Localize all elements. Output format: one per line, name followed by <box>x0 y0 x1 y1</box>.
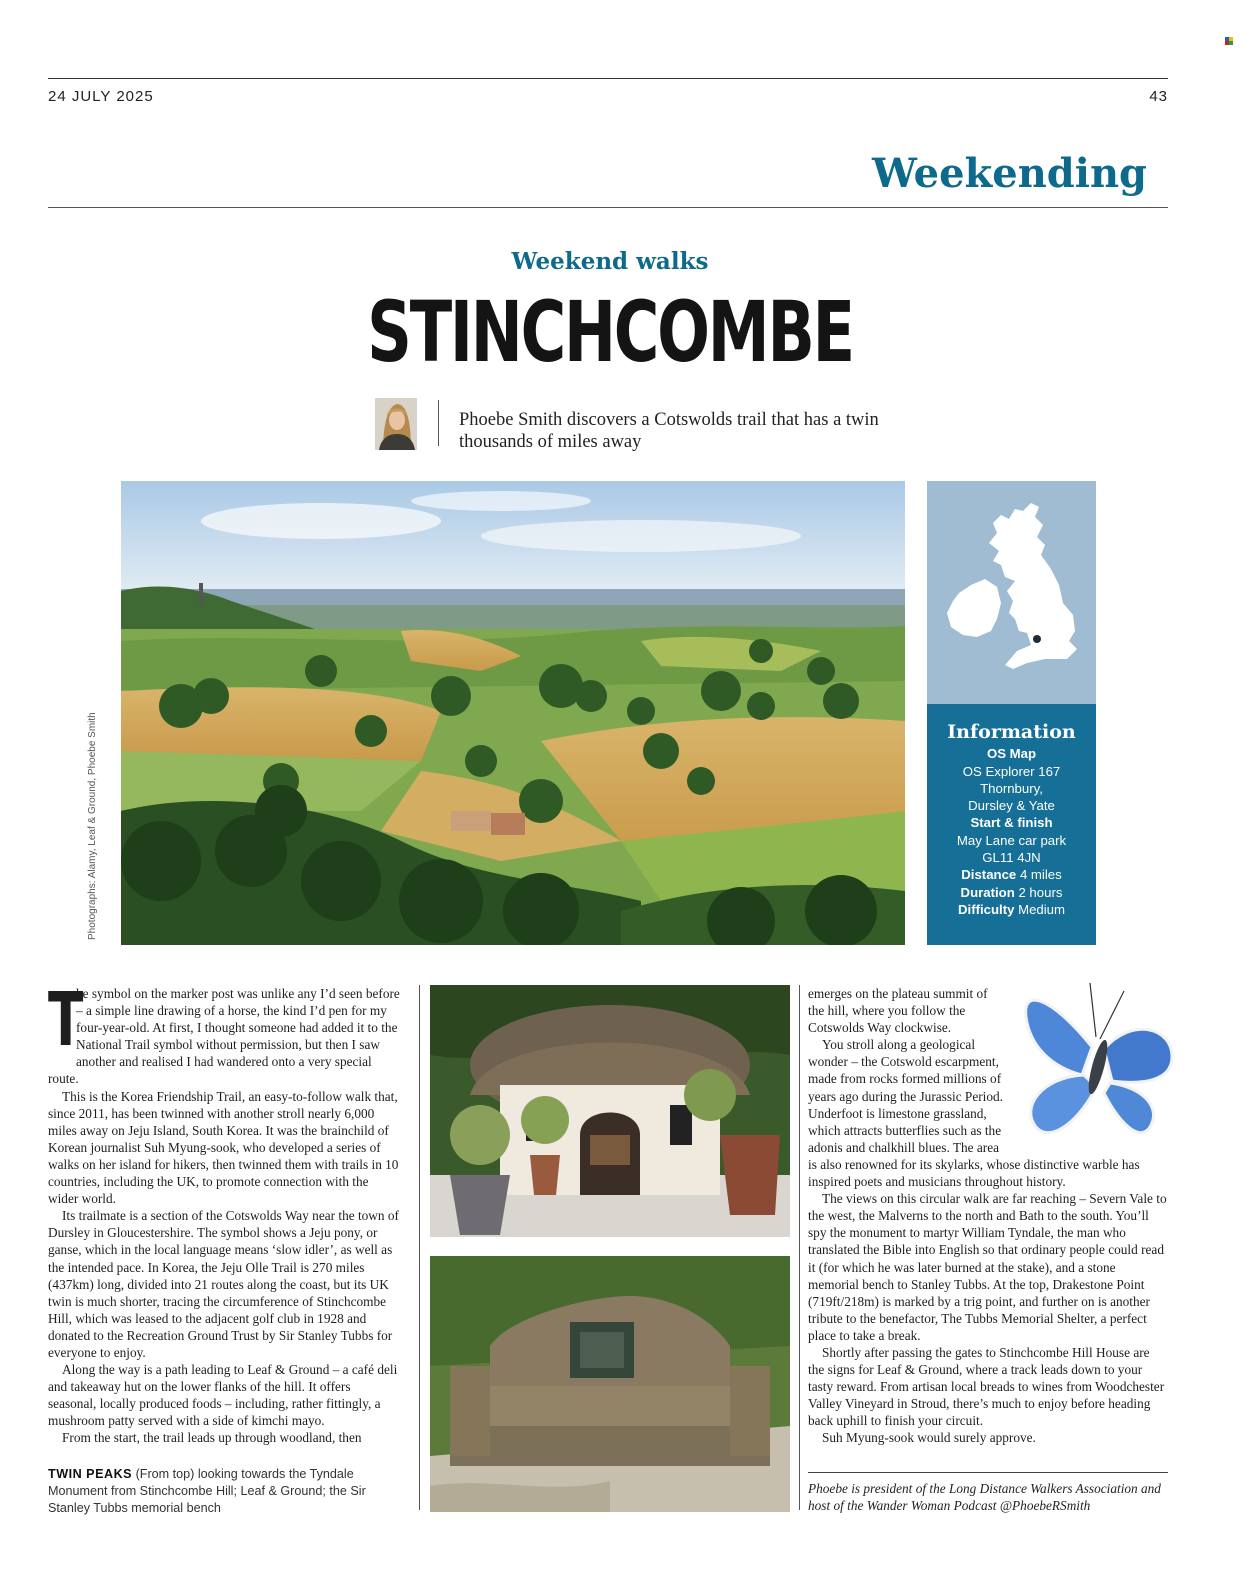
author-avatar <box>375 398 417 450</box>
section-title: Weekending <box>871 150 1147 197</box>
body-column-3 <box>808 985 1168 1447</box>
os-map-label: OS Map <box>986 746 1037 762</box>
corner-color-mark <box>1225 32 1233 40</box>
start-location: May Lane car park <box>956 832 1067 848</box>
paragraph-4: Along the way is a path leading to Leaf & Ground – a café deli and takeaway hut on the lower flanks of the hill. It offers seasonal, locally produced foods – including, rather fittingly, a mushroom patty served with a side of kimchi mayo. <box>48 1362 398 1429</box>
column-divider-right <box>799 985 800 1510</box>
ireland-shape <box>947 579 1001 637</box>
paragraph-6: emerges on the plateau summit of the hill, where you follow the Cotswolds Way clockwise. <box>808 986 988 1036</box>
issue-date: 24 JULY 2025 <box>48 88 154 105</box>
body-column-1 <box>48 977 400 1447</box>
paragraph-8: The views on this circular walk are far reaching – Severn Vale to the west, the Malverns to the north and Bath to the south. You’ll spy the monument to martyr William Tyndale, the man who translated the Bible into English so that ordinary people could read it (for which he was later burned at the stake), and a stone memorial bench to Stanley Tubbs. At the top, Drakestone Point (719ft/218m) is marked by a trig point, and further on is another tribute to the benefactor, The Tubbs Memorial Shelter, a perfect place to take a break. <box>808 1191 1167 1343</box>
paragraph-1: he symbol on the marker post was unlike any I’d seen before – a simple line drawing of a horse, the kind I’d pen for my four-year-old. At first, I thought someone had added it to the National Trail symbol without permission, but then I saw another and realised I had wandered onto a very special route. <box>48 986 400 1087</box>
section-rule <box>48 207 1168 208</box>
paragraph-7: You stroll along a geological wonder – the Cotswold escarpment, made from rocks formed millions of years ago during the Jurassic Period. Underfoot is limestone grassland, which attracts butterflies such as the adonis and chalkhill blues. The area is also renowned for its skylarks, whose distinctive warble has inspired poets and musicians throughout history. <box>808 1037 1140 1190</box>
great-britain-shape <box>989 503 1077 669</box>
leaf-and-ground-cafe-photo <box>430 985 790 1237</box>
paragraph-10: Suh Myung-sook would surely approve. <box>822 1430 1036 1446</box>
kicker: Weekend walks <box>511 248 709 275</box>
standfirst-divider <box>438 400 439 446</box>
photo-caption <box>48 1466 393 1517</box>
caption-text: (From top) looking towards the Tyndale Monument from Stinchcombe Hill; Leaf & Ground; the Sir Stanley Tubbs memorial bench <box>48 1467 366 1515</box>
paragraph-3: Its trailmate is a section of the Cotswolds Way near the town of Dursley in Gloucestershire. The symbol shows a Jeju pony, or ganse, which in the local language means ‘slow idler’, as well as the intended pace. In Korea, the Jeju Olle Trail is 270 miles (437km) long, divided into 21 routes along the coast, but its UK twin is much shorter, tracing the circumference of Stinchcombe Hill, which was leased to the adjacent golf club in 1928 and donated to the Recreation Ground Trust by Sir Stanley Tubbs for everyone to enjoy. <box>48 1208 399 1360</box>
page-number: 43 <box>1149 88 1168 105</box>
headline: STINCHCOMBE <box>367 283 853 381</box>
paragraph-2: This is the Korea Friendship Trail, an easy-to-follow walk that, since 2011, has been twinned with another stroll nearly 6,000 miles away on Jeju Island, South Korea. It was the brainchild of Korean journalist Suh Myung-sook, who developed a series of walks on her island for hikers, then twinned them with trails in 10 countries, including the UK, to promote connection with the wider world. <box>48 1088 399 1207</box>
drop-cap: T <box>48 977 84 1063</box>
photo-credit: Photographs: Alamy, Leaf & Ground, Phoebe Smith <box>87 712 98 940</box>
os-map-area-2: Dursley & Yate <box>968 798 1055 814</box>
column-divider-left <box>419 985 420 1510</box>
top-rule <box>48 78 1168 79</box>
paragraph-5: From the start, the trail leads up through woodland, then <box>62 1430 362 1446</box>
caption-lead: TWIN PEAKS <box>48 1467 133 1481</box>
hero-landscape-photo <box>121 481 905 945</box>
location-marker <box>1033 635 1041 643</box>
start-postcode: GL11 4JN <box>982 850 1041 866</box>
bio-rule <box>808 1472 1168 1473</box>
location-map <box>927 481 1096 704</box>
paragraph-9: Shortly after passing the gates to Stinchcombe Hill House are the signs for Leaf & Ground, where a track leads down to your tasty reward. From artisan local breads to wines from Woodchester Valley Vineyard in Stroud, there’s much to enjoy before heading back uphill to finish your circuit. <box>808 1344 1165 1429</box>
information-panel <box>927 704 1096 945</box>
duration-label: Duration <box>960 884 1015 900</box>
butterfly-image <box>1012 977 1180 1152</box>
distance-value: 4 miles <box>1019 867 1062 883</box>
difficulty-label: Difficulty <box>958 901 1015 917</box>
distance-label: Distance <box>961 867 1017 883</box>
author-bio: Phoebe is president of the Long Distance Walkers Association and host of the Wander Woman Podcast @PhoebeRSmith <box>808 1481 1161 1513</box>
standfirst: Phoebe Smith discovers a Cotswolds trail that has a twin thousands of miles away <box>459 410 879 452</box>
duration-value: 2 hours <box>1018 884 1063 900</box>
info-title: Information <box>947 721 1076 743</box>
tubbs-memorial-bench-photo <box>430 1256 790 1512</box>
start-label: Start & finish <box>970 815 1053 831</box>
os-map-area: Thornbury, <box>980 780 1043 796</box>
difficulty-value: Medium <box>1018 901 1065 917</box>
os-map-value: OS Explorer 167 <box>962 763 1061 779</box>
